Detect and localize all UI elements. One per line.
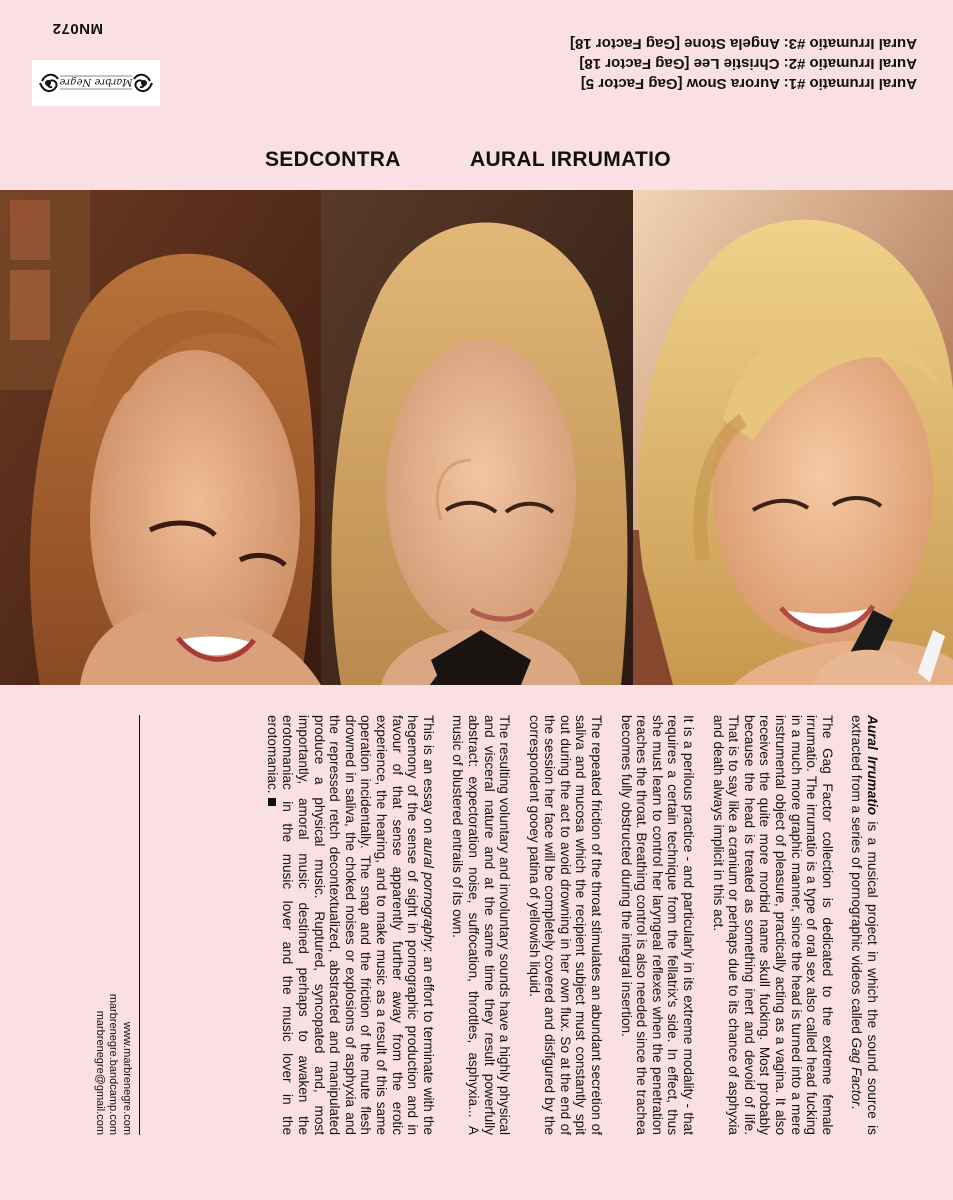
bandcamp-link[interactable]: marbrenegre.bandcamp.com [107,993,120,1135]
paragraph-intro: Aural Irrumatio is a musical project in which the sound source is extracted from a series of pornographic videos called Gag Factor. [849,715,880,1135]
portrait-photo-2 [321,190,633,685]
paragraph-practice: It is a perilous practice - and particularly in its extreme modality - that requires a certain technique from the fellatrix's side. In effect, thus she must learn to control her laryngeal reflexes when the penetration reaches the throat. Breathing control is also needed since the trachea becomes fully obstructed during the integral insertion. [618,715,697,1135]
contact-links [93,715,141,1135]
marbre-negre-logo [36,63,156,103]
paragraph-essay: This is an essay on aural pornography: an effort to terminate with the hegemony of the sense of sight in pornographic production and in favour of that sense apparently further away from the erotic experience, the hearing, and to make music as a result of this same operation incidentally. The snap and the friction of the mute flesh drowned in saliva, the choked noises or explosions of asphyxia and the repressed retch decontextualized, abstracted and manipulated produce a physical music. Ruptured, syncopated and, most importantly, amoral music destined perhaps to awaken the erotomaniac in the music lover and the music lover in the erotomaniac. [264,715,436,1135]
track-item: Aural Irrumatio #3: Angela Stone [Gag Factor 18] [569,35,917,52]
paragraph-friction: The repeated friction of the throat stimulates an abundant secretion of saliva and mucosa which the recipient subject must constantly spit out during the act to avoid drowning in her own flux. So at the end of the session her face will be completely covered and disfigured by the correspondent gooey patina of yellowish liquid. [526,715,605,1135]
artist-title: SEDCONTRA [265,148,401,171]
liner-notes [50,715,880,1135]
svg-text:Marbre Negre: Marbre Negre [59,76,133,87]
portrait-photo-1 [0,190,321,685]
email-link[interactable]: marbrenegre@gmail.com [94,1010,106,1135]
website-link[interactable]: www.marbrenegre.com [121,1021,133,1135]
track-item: Aural Irrumatio #1: Aurora Snow [Gag Factor 5] [580,75,917,92]
album-title: AURAL IRRUMATIO [470,148,671,171]
catalog-number: MN072 [52,20,103,37]
liner-notes-text [90,715,880,1135]
label-logo [32,60,160,106]
track-item: Aural Irrumatio #2: Christie Lee [Gag Factor 18] [579,55,917,72]
photo-strip [0,190,953,685]
track-list [397,33,917,93]
end-mark-icon [268,798,276,806]
portrait-photo-3 [633,190,953,685]
project-name: Aural Irrumatio [865,715,880,816]
paragraph-sounds: The resulting voluntary and involuntary sounds have a highly physical and visceral nature and at the same time they result powerfully abstract: expectoration noise, suffocation, throttles, asphyxia... A music of blustered entrails of its own. [450,715,513,1135]
paragraph-gag-factor: The Gag Factor collection is dedicated to the extreme female irrumatio. The irrumatio is a type of oral sex also called head fucking in a much more graphic manner, since the head is turned into a mere instrumental object of pleasure, practically acting as a vagina. It also receives the quite more morbid name skull fucking. Most probably because the head is treated as something inert and devoid of life. That is to say like a cranium or perhaps due to its chance of asphyxia and death always implicit in this act. [710,715,835,1135]
